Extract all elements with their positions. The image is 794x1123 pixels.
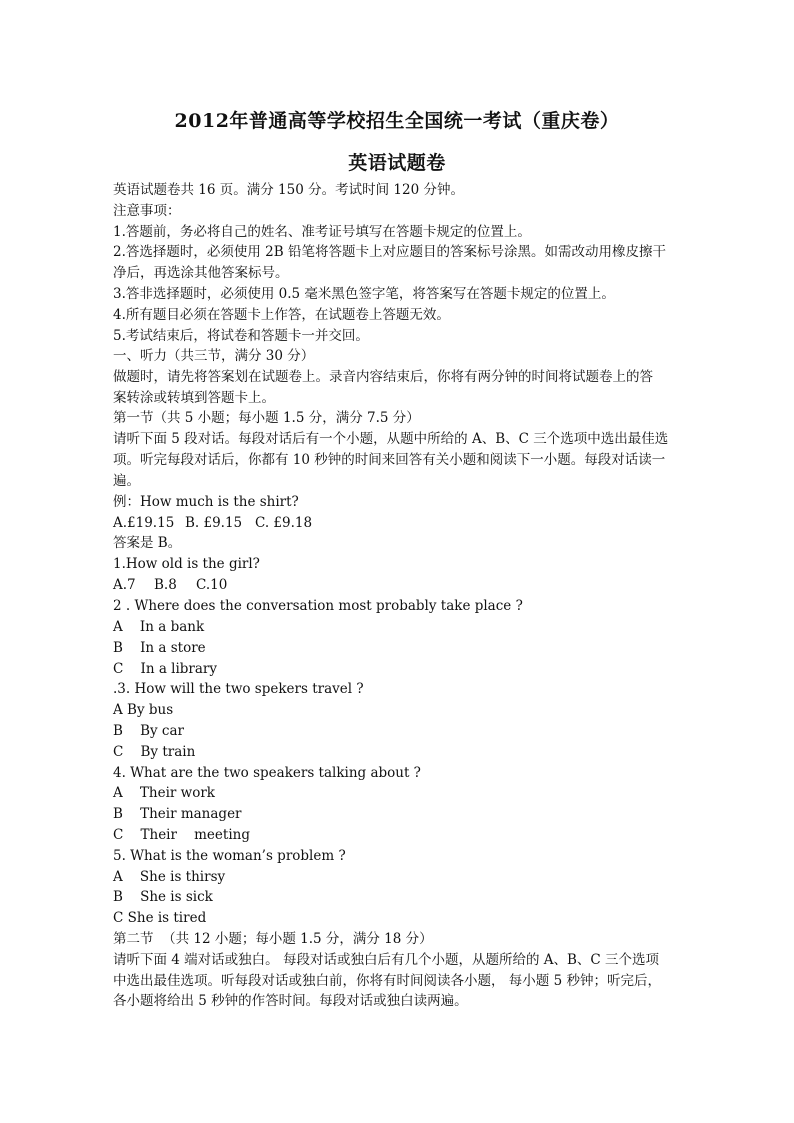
section2-instruction-line: 请听下面 4 端对话或独白。 每段对话或独白后有几个小题，从题所给的 A、B、C 三个选项 — [113, 952, 660, 968]
option-c: C Their meeting — [113, 827, 250, 843]
example-answer: 答案是 B。 — [113, 535, 182, 551]
example-option: C. £9.18 — [255, 515, 313, 531]
paper-intro: 英语试题卷共 16 页。满分 150 分。考试时间 120 分钟。 — [113, 182, 464, 198]
example-options — [113, 513, 688, 534]
option-c: C In a library — [113, 661, 218, 677]
part1-instruction-line: 做题时，请先将答案划在试题卷上。录音内容结束后，你将有两分钟的时间将试题卷上的答 — [113, 369, 653, 385]
part1-instruction-line: 案转涂或转填到答题卡上。 — [113, 390, 275, 406]
option-b: B Their manager — [113, 806, 242, 822]
example-question: 例：How much is the shirt? — [113, 494, 299, 510]
question-3: .3. How will the two spekers travel ? — [113, 681, 364, 697]
question-5: 5. What is the woman’s problem ? — [113, 848, 346, 864]
section2-heading: 第二节 （共 12 小题；每小题 1.5 分，满分 18 分） — [113, 931, 433, 947]
option-c: C.10 — [196, 577, 228, 593]
section1-instruction-line: 项。听完每段对话后，你都有 10 秒钟的时间来回答有关小题和阅读下一小题。每段对话读一 — [113, 452, 666, 468]
example-option: B. £9.15 — [185, 515, 243, 531]
option-a: A By bus — [113, 702, 174, 718]
section1-instruction-line: 遍。 — [113, 473, 140, 489]
section2-instruction-line: 中选出最佳选项。听每段对话或独白前，你将有时间阅读各小题， 每小题 5 秒钟；听完后， — [113, 973, 661, 989]
part1-heading: 一、听力（共三节，满分 30 分） — [113, 348, 315, 364]
note-line: 5.考试结束后，将试卷和答题卡一并交回。 — [113, 328, 369, 344]
section1-heading: 第一节（共 5 小题；每小题 1.5 分，满分 7.5 分） — [113, 410, 420, 426]
option-b: B In a store — [113, 640, 206, 656]
note-line: 2.答选择题时，必须使用 2B 铅笔将答题卡上对应题目的答案标号涂黑。如需改动用橡皮擦干 — [113, 244, 666, 260]
example-option: A.£19.15 — [113, 515, 175, 531]
question-4: 4. What are the two speakers talking about ? — [113, 765, 421, 781]
question-1-options — [113, 575, 688, 596]
question-1: 1.How old is the girl? — [113, 556, 260, 572]
option-a: A Their work — [113, 785, 215, 801]
option-b: B She is sick — [113, 889, 213, 905]
option-a: A She is thirsy — [113, 869, 226, 885]
exam-title: 2012年普通高等学校招生全国统一考试（重庆卷） — [174, 110, 620, 132]
note-line: 3.答非选择题时，必须使用 0.5 毫米黑色签字笔，将答案写在答题卡规定的位置上。 — [113, 286, 615, 302]
option-b: B.8 — [154, 577, 177, 593]
paper-subtitle: 英语试题卷 — [348, 152, 446, 174]
option-c: C She is tired — [113, 910, 207, 926]
note-line: 净后，再选涂其他答案标号。 — [113, 265, 289, 281]
question-2: 2 . Where does the conversation most probably take place ? — [113, 598, 523, 614]
option-c: C By train — [113, 744, 196, 760]
section1-instruction-line: 请听下面 5 段对话。每段对话后有一个小题，从题中所给的 A、B、C 三个选项中选出最佳选 — [113, 431, 669, 447]
option-b: B By car — [113, 723, 184, 739]
note-line: 4.所有题目必须在答题卡上作答，在试题卷上答题无效。 — [113, 307, 450, 323]
option-a: A.7 — [113, 577, 136, 593]
notes-heading: 注意事项： — [113, 203, 181, 219]
option-a: A In a bank — [113, 619, 205, 635]
section2-instruction-line: 各小题将给出 5 秒钟的作答时间。每段对话或独白读两遍。 — [113, 993, 468, 1009]
note-line: 1.答题前，务必将自己的姓名、准考证号填写在答题卡规定的位置上。 — [113, 224, 531, 240]
